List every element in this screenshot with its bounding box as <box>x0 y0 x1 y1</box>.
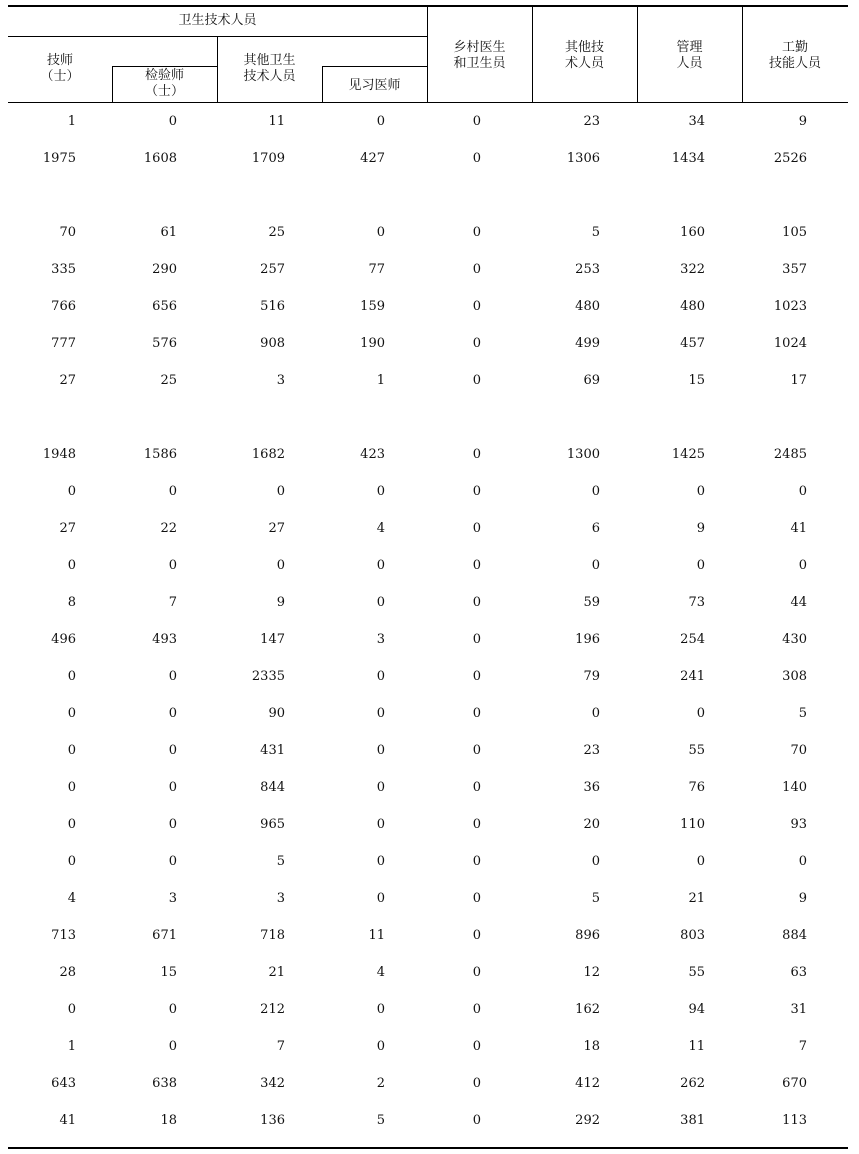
table-cell: 0 <box>472 632 481 647</box>
table-cell: 11 <box>268 114 285 129</box>
table-cell: 0 <box>67 817 76 832</box>
table-cell: 1682 <box>251 447 285 462</box>
table-cell: 7 <box>798 1039 807 1054</box>
table-cell: 70 <box>790 743 807 758</box>
spacer-cell <box>8 177 848 214</box>
header-lab-line2: （士） <box>144 84 184 99</box>
table-cell: 105 <box>782 225 807 240</box>
table-cell: 322 <box>680 262 705 277</box>
header-admin-line1: 管理 <box>676 40 703 55</box>
table-cell: 884 <box>782 928 807 943</box>
table-cell: 22 <box>160 521 177 536</box>
table-cell: 0 <box>798 854 807 869</box>
table-top-rule <box>8 5 848 7</box>
table-cell: 499 <box>575 336 600 351</box>
table-row <box>8 473 848 510</box>
table-cell: 253 <box>575 262 600 277</box>
table-cell: 4 <box>376 521 385 536</box>
table-cell: 23 <box>583 743 600 758</box>
table-cell: 162 <box>575 1002 600 1017</box>
header-tech-line1: 技师 <box>46 53 73 68</box>
table-cell: 3 <box>276 891 285 906</box>
table-cell: 1425 <box>671 447 705 462</box>
table-cell: 9 <box>276 595 285 610</box>
table-cell: 0 <box>591 484 600 499</box>
table-row <box>8 510 848 547</box>
table-cell: 0 <box>472 928 481 943</box>
table-cell: 1 <box>67 114 76 129</box>
table-row <box>8 695 848 732</box>
table-cell: 0 <box>67 669 76 684</box>
table-cell: 21 <box>688 891 705 906</box>
table-cell: 0 <box>472 595 481 610</box>
table-cell: 59 <box>583 595 600 610</box>
table-cell: 55 <box>688 965 705 980</box>
table-cell: 0 <box>472 484 481 499</box>
table-row <box>8 732 848 769</box>
table-cell: 1300 <box>566 447 600 462</box>
table-cell: 0 <box>472 225 481 240</box>
table-cell: 21 <box>268 965 285 980</box>
table-cell: 0 <box>376 743 385 758</box>
table-cell: 11 <box>688 1039 705 1054</box>
table-cell: 0 <box>67 743 76 758</box>
table-cell: 11 <box>368 928 385 943</box>
table-cell: 308 <box>782 669 807 684</box>
table-cell: 0 <box>376 854 385 869</box>
table-cell: 480 <box>680 299 705 314</box>
table-cell: 0 <box>472 299 481 314</box>
table-cell: 28 <box>59 965 76 980</box>
table-cell: 342 <box>260 1076 285 1091</box>
header-other-tech-line2: 术人员 <box>564 56 604 71</box>
table-cell: 0 <box>168 114 177 129</box>
table-cell: 0 <box>376 595 385 610</box>
table-cell: 643 <box>51 1076 76 1091</box>
table-cell: 0 <box>472 965 481 980</box>
table-row <box>8 362 848 399</box>
table-cell: 196 <box>575 632 600 647</box>
header-village-line1: 乡村医生 <box>453 40 506 55</box>
table-cell: 2 <box>376 1076 385 1091</box>
table-cell: 0 <box>376 780 385 795</box>
table-cell: 0 <box>472 114 481 129</box>
table-cell: 1 <box>67 1039 76 1054</box>
table-cell: 0 <box>276 558 285 573</box>
table-cell: 0 <box>168 743 177 758</box>
table-cell: 431 <box>260 743 285 758</box>
table-cell: 0 <box>67 558 76 573</box>
table-row <box>8 103 848 140</box>
table-cell: 9 <box>798 891 807 906</box>
table-cell: 27 <box>59 521 76 536</box>
table-cell: 1608 <box>143 151 177 166</box>
table-cell: 0 <box>696 706 705 721</box>
table-row <box>8 288 848 325</box>
header-worker-line2: 技能人员 <box>768 56 821 71</box>
table-spacer-row <box>8 177 848 214</box>
table-row <box>8 325 848 362</box>
table-cell: 41 <box>790 521 807 536</box>
header-village-line2: 和卫生员 <box>453 56 506 71</box>
table-cell: 0 <box>472 1076 481 1091</box>
table-cell: 1586 <box>143 447 177 462</box>
table-cell: 27 <box>268 521 285 536</box>
table-cell: 0 <box>472 780 481 795</box>
table-cell: 262 <box>680 1076 705 1091</box>
table-cell: 3 <box>376 632 385 647</box>
table-cell: 0 <box>376 669 385 684</box>
table-cell: 0 <box>472 669 481 684</box>
table-cell: 110 <box>680 817 705 832</box>
table-cell: 496 <box>51 632 76 647</box>
table-cell: 7 <box>168 595 177 610</box>
table-cell: 290 <box>152 262 177 277</box>
table-cell: 292 <box>575 1113 600 1128</box>
table-cell: 0 <box>798 484 807 499</box>
table-row <box>8 621 848 658</box>
table-cell: 15 <box>688 373 705 388</box>
table-cell: 5 <box>376 1113 385 1128</box>
table-cell: 12 <box>583 965 600 980</box>
table-cell: 1434 <box>671 151 705 166</box>
table-cell: 20 <box>583 817 600 832</box>
table-cell: 0 <box>472 521 481 536</box>
table-cell: 34 <box>688 114 705 129</box>
table-cell: 5 <box>798 706 807 721</box>
table-cell: 8 <box>67 595 76 610</box>
table-cell: 0 <box>472 151 481 166</box>
table-row <box>8 658 848 695</box>
table-cell: 0 <box>276 484 285 499</box>
table-row <box>8 954 848 991</box>
header-tech-line2: （士） <box>40 69 80 84</box>
table-cell: 5 <box>591 891 600 906</box>
table-cell: 18 <box>160 1113 177 1128</box>
table-cell: 0 <box>591 706 600 721</box>
spacer-cell <box>8 399 848 436</box>
table-cell: 0 <box>472 447 481 462</box>
table-row <box>8 917 848 954</box>
table-cell: 0 <box>376 558 385 573</box>
table-row <box>8 843 848 880</box>
table-cell: 0 <box>696 484 705 499</box>
table-row <box>8 214 848 251</box>
table-cell: 0 <box>472 854 481 869</box>
table-cell: 0 <box>168 484 177 499</box>
table-cell: 9 <box>798 114 807 129</box>
table-cell: 1023 <box>773 299 807 314</box>
table-cell: 965 <box>260 817 285 832</box>
table-cell: 0 <box>376 225 385 240</box>
table-cell: 516 <box>260 299 285 314</box>
table-cell: 2526 <box>773 151 807 166</box>
table-cell: 63 <box>790 965 807 980</box>
table-cell: 9 <box>696 521 705 536</box>
table-cell: 136 <box>260 1113 285 1128</box>
table-cell: 90 <box>268 706 285 721</box>
table-cell: 0 <box>376 706 385 721</box>
table-cell: 896 <box>575 928 600 943</box>
table-row <box>8 140 848 177</box>
table-cell: 0 <box>376 114 385 129</box>
subheader-rule-lab <box>112 66 217 67</box>
table-cell: 3 <box>168 891 177 906</box>
table-cell: 0 <box>798 558 807 573</box>
table-cell: 412 <box>575 1076 600 1091</box>
table-cell: 718 <box>260 928 285 943</box>
table-cell: 0 <box>67 780 76 795</box>
table-cell: 381 <box>680 1113 705 1128</box>
table-row <box>8 547 848 584</box>
table-cell: 908 <box>260 336 285 351</box>
table-cell: 423 <box>360 447 385 462</box>
table-cell: 140 <box>782 780 807 795</box>
table-cell: 777 <box>51 336 76 351</box>
table-cell: 44 <box>790 595 807 610</box>
table-cell: 0 <box>472 706 481 721</box>
table-cell: 254 <box>680 632 705 647</box>
table-cell: 0 <box>376 1002 385 1017</box>
header-lab-line1: 检验师 <box>144 68 184 83</box>
table-cell: 638 <box>152 1076 177 1091</box>
data-table-body <box>8 103 848 1139</box>
table-cell: 0 <box>472 1039 481 1054</box>
table-cell: 1975 <box>42 151 76 166</box>
table-cell: 190 <box>360 336 385 351</box>
table-cell: 0 <box>472 891 481 906</box>
table-cell: 803 <box>680 928 705 943</box>
group-title: 卫生技术人员 <box>178 13 257 28</box>
table-cell: 493 <box>152 632 177 647</box>
table-cell: 0 <box>696 854 705 869</box>
table-spacer-row <box>8 399 848 436</box>
table-cell: 0 <box>376 1039 385 1054</box>
table-cell: 55 <box>688 743 705 758</box>
table-row <box>8 1102 848 1139</box>
table-cell: 4 <box>376 965 385 980</box>
table-cell: 0 <box>472 1113 481 1128</box>
table-cell: 0 <box>472 558 481 573</box>
table-cell: 36 <box>583 780 600 795</box>
table-cell: 0 <box>376 817 385 832</box>
table-cell: 0 <box>168 854 177 869</box>
table-cell: 357 <box>782 262 807 277</box>
table-cell: 0 <box>591 558 600 573</box>
table-cell: 18 <box>583 1039 600 1054</box>
table-cell: 0 <box>376 484 385 499</box>
table-cell: 70 <box>59 225 76 240</box>
table-cell: 576 <box>152 336 177 351</box>
table-cell: 5 <box>591 225 600 240</box>
table-row <box>8 1065 848 1102</box>
table-cell: 5 <box>276 854 285 869</box>
table-cell: 61 <box>160 225 177 240</box>
header-other-tech-line1: 其他技 <box>564 40 604 55</box>
table-cell: 69 <box>583 373 600 388</box>
table-cell: 113 <box>782 1113 807 1128</box>
header-other-health-line2: 技术人员 <box>243 69 296 84</box>
table-row <box>8 251 848 288</box>
table-row <box>8 769 848 806</box>
table-cell: 0 <box>168 780 177 795</box>
table-cell: 1306 <box>566 151 600 166</box>
table-cell: 41 <box>59 1113 76 1128</box>
table-cell: 0 <box>67 484 76 499</box>
table-cell: 766 <box>51 299 76 314</box>
table-cell: 94 <box>688 1002 705 1017</box>
table-cell: 0 <box>67 1002 76 1017</box>
table-cell: 0 <box>168 669 177 684</box>
table-cell: 15 <box>160 965 177 980</box>
header-admin-line2: 人员 <box>676 56 703 71</box>
table-row <box>8 1028 848 1065</box>
table-bottom-rule <box>8 1147 848 1149</box>
table-cell: 0 <box>168 1039 177 1054</box>
table-cell: 160 <box>680 225 705 240</box>
table-cell: 4 <box>67 891 76 906</box>
table-cell: 713 <box>51 928 76 943</box>
table-cell: 0 <box>472 743 481 758</box>
table-cell: 241 <box>680 669 705 684</box>
table-cell: 0 <box>67 854 76 869</box>
table-cell: 23 <box>583 114 600 129</box>
table-cell: 17 <box>790 373 807 388</box>
table-cell: 0 <box>472 817 481 832</box>
table-cell: 257 <box>260 262 285 277</box>
table-cell: 6 <box>591 521 600 536</box>
table-cell: 76 <box>688 780 705 795</box>
table-cell: 0 <box>472 1002 481 1017</box>
table-cell: 1 <box>376 373 385 388</box>
header-intern: 见习医师 <box>348 78 401 93</box>
table-row <box>8 991 848 1028</box>
table-cell: 212 <box>260 1002 285 1017</box>
table-cell: 0 <box>168 558 177 573</box>
data-table <box>8 103 848 1139</box>
table-cell: 147 <box>260 632 285 647</box>
table-cell: 31 <box>790 1002 807 1017</box>
table-cell: 430 <box>782 632 807 647</box>
table-cell: 77 <box>368 262 385 277</box>
table-cell: 27 <box>59 373 76 388</box>
table-cell: 0 <box>472 336 481 351</box>
table-cell: 25 <box>268 225 285 240</box>
table-cell: 0 <box>67 706 76 721</box>
table-cell: 0 <box>168 1002 177 1017</box>
table-cell: 25 <box>160 373 177 388</box>
table-cell: 1948 <box>42 447 76 462</box>
table-cell: 2485 <box>773 447 807 462</box>
table-cell: 1024 <box>773 336 807 351</box>
table-cell: 670 <box>782 1076 807 1091</box>
table-cell: 844 <box>260 780 285 795</box>
table-cell: 0 <box>591 854 600 869</box>
table-cell: 427 <box>360 151 385 166</box>
table-cell: 480 <box>575 299 600 314</box>
header-other-health-line1: 其他卫生 <box>243 53 296 68</box>
table-row <box>8 880 848 917</box>
table-row <box>8 806 848 843</box>
table-cell: 3 <box>276 373 285 388</box>
table-cell: 93 <box>790 817 807 832</box>
table-cell: 79 <box>583 669 600 684</box>
table-cell: 73 <box>688 595 705 610</box>
table-cell: 0 <box>696 558 705 573</box>
table-cell: 0 <box>472 262 481 277</box>
table-cell: 335 <box>51 262 76 277</box>
table-cell: 2335 <box>251 669 285 684</box>
subheader-rule-intern <box>322 66 427 67</box>
table-cell: 457 <box>680 336 705 351</box>
table-cell: 671 <box>152 928 177 943</box>
table-cell: 0 <box>168 706 177 721</box>
table-row <box>8 436 848 473</box>
table-cell: 0 <box>376 891 385 906</box>
table-cell: 0 <box>472 373 481 388</box>
table-cell: 1709 <box>251 151 285 166</box>
table-cell: 0 <box>168 817 177 832</box>
table-cell: 656 <box>152 299 177 314</box>
table-row <box>8 584 848 621</box>
table-cell: 7 <box>276 1039 285 1054</box>
header-worker-line1: 工勤 <box>781 40 808 55</box>
table-cell: 159 <box>360 299 385 314</box>
